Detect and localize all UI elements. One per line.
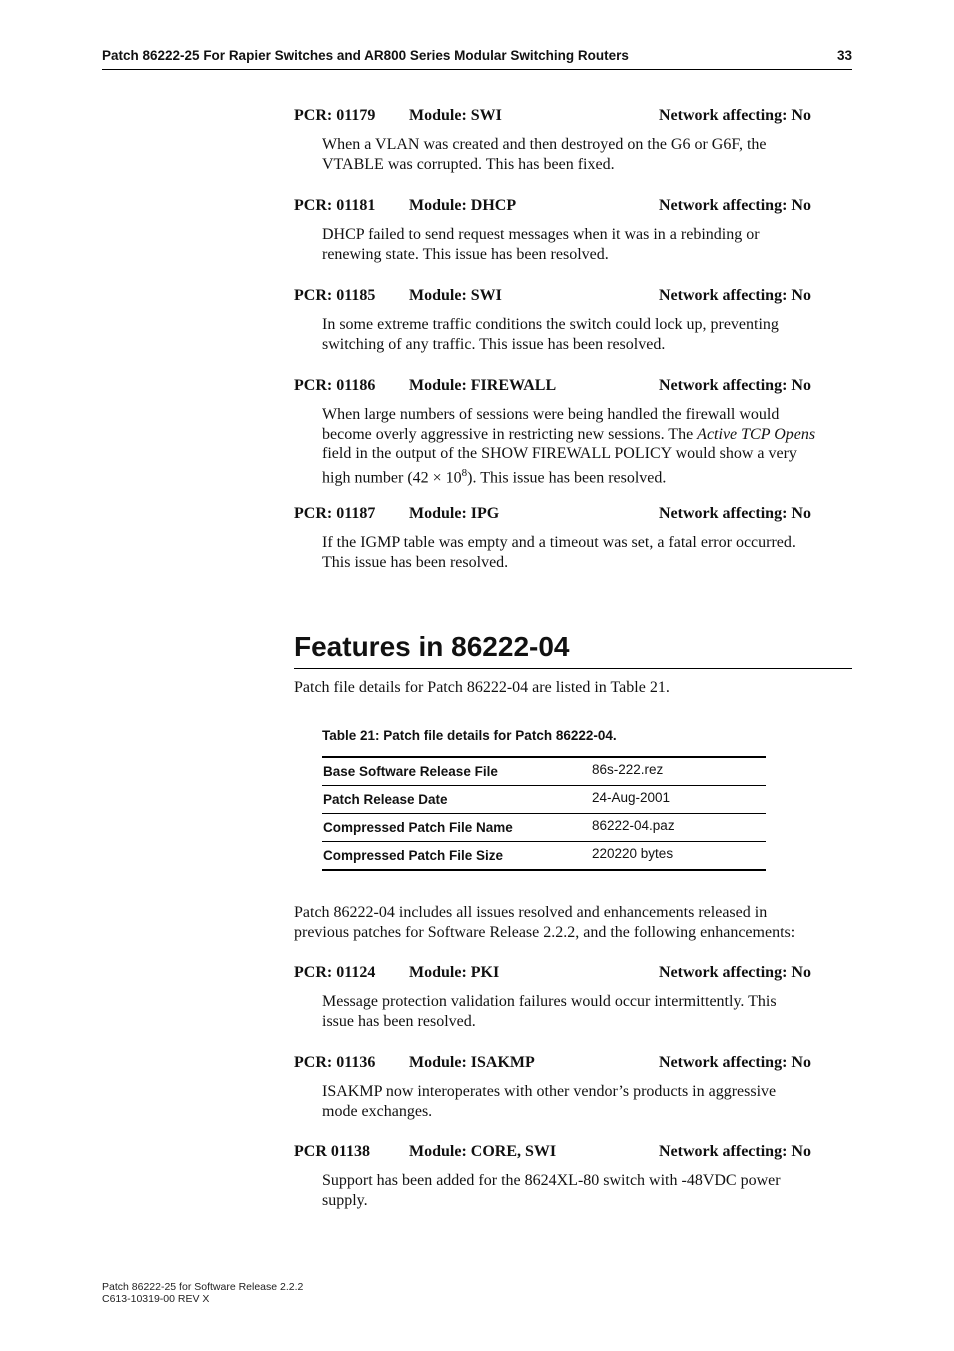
patch-details-table — [322, 756, 766, 871]
pcr-entry — [294, 505, 854, 572]
table-row — [322, 814, 766, 842]
pcr-heading — [294, 107, 854, 129]
field-name-italic: Active TCP Opens — [697, 425, 816, 443]
pcr-description — [322, 315, 857, 354]
pcr-module: Module: SWI — [409, 287, 502, 304]
pcr-heading — [294, 1054, 854, 1076]
pcr-number: PCR: 01124 — [294, 964, 376, 981]
pcr-description — [322, 225, 857, 264]
description-line: Message protection validation failures would occur intermittently. This — [322, 993, 777, 1010]
pcr-network-affecting: Network affecting: No — [659, 1143, 811, 1160]
description-line: VTABLE was corrupted. This has been fixed. — [322, 155, 615, 173]
pcr-heading — [294, 505, 854, 527]
pcr-network-affecting: Network affecting: No — [659, 287, 811, 304]
description-line: In some extreme traffic conditions the switch could lock up, preventing — [322, 316, 779, 333]
summary-line: previous patches for Software Release 2.2.2, and the following enhancements: — [294, 923, 796, 941]
page-header — [102, 48, 852, 70]
enhancements-summary — [294, 903, 854, 942]
pcr-heading — [294, 287, 854, 309]
pcr-module: Module: IPG — [409, 505, 500, 522]
pcr-network-affecting: Network affecting: No — [659, 1054, 811, 1071]
pcr-description — [322, 405, 857, 487]
pcr-network-affecting: Network affecting: No — [659, 377, 811, 394]
row-value: 24-Aug-2001 — [592, 790, 671, 805]
pcr-module: Module: SWI — [409, 107, 502, 124]
pcr-entry — [294, 1143, 854, 1210]
section-title: Features in 86222-04 — [294, 629, 852, 669]
pcr-description — [322, 1082, 857, 1121]
description-line: ISAKMP now interoperates with other vendor’s products in aggressive — [322, 1083, 777, 1100]
page-footer — [102, 1281, 303, 1305]
description-line: renewing state. This issue has been resolved. — [322, 245, 609, 263]
description-line: switching of any traffic. This issue has been resolved. — [322, 335, 666, 353]
row-label: Patch Release Date — [323, 792, 448, 807]
pcr-entry — [294, 287, 854, 354]
pcr-heading — [294, 1143, 854, 1165]
pcr-heading — [294, 197, 854, 219]
pcr-number: PCR: 01185 — [294, 287, 376, 304]
description-line: supply. — [322, 1191, 368, 1209]
footer-release: Patch 86222-25 for Software Release 2.2.2 — [102, 1281, 304, 1293]
pcr-module: Module: FIREWALL — [409, 377, 557, 394]
row-value: 220220 bytes — [592, 846, 674, 861]
pcr-entry — [294, 107, 854, 174]
pcr-number: PCR: 01186 — [294, 377, 376, 394]
pcr-number: PCR: 01181 — [294, 197, 376, 214]
page-number: 33 — [836, 48, 852, 63]
summary-line: Patch 86222-04 includes all issues resolved and enhancements released in — [294, 904, 768, 921]
section-intro: Patch file details for Patch 86222-04 are listed in Table 21. — [294, 679, 670, 696]
description-text: high number (42 × 10 — [322, 468, 462, 486]
pcr-number: PCR: 01179 — [294, 107, 376, 124]
exponent: 8 — [461, 466, 468, 479]
description-line: Support has been added for the 8624XL-80 switch with -48VDC power — [322, 1172, 781, 1189]
description-line: If the IGMP table was empty and a timeout was set, a fatal error occurred. — [322, 534, 796, 551]
pcr-number: PCR: 01187 — [294, 505, 376, 522]
pcr-entry — [294, 1054, 854, 1121]
row-label: Compressed Patch File Size — [323, 848, 504, 863]
row-value: 86s-222.rez — [592, 762, 664, 777]
pcr-description — [322, 533, 857, 572]
description-line: field in the output of the SHOW FIREWALL POLICY would show a very — [322, 445, 797, 462]
pcr-module: Module: ISAKMP — [409, 1054, 535, 1071]
table-row — [322, 786, 766, 814]
description-line: This issue has been resolved. — [322, 553, 509, 571]
pcr-number: PCR 01138 — [294, 1143, 370, 1160]
pcr-heading — [294, 377, 854, 399]
pcr-network-affecting: Network affecting: No — [659, 505, 811, 522]
pcr-description — [322, 135, 857, 174]
description-line: DHCP failed to send request messages when it was in a rebinding or — [322, 226, 760, 243]
description-line — [322, 464, 857, 488]
pcr-network-affecting: Network affecting: No — [659, 107, 811, 124]
description-line: issue has been resolved. — [322, 1012, 476, 1030]
pcr-module: Module: PKI — [409, 964, 500, 981]
description-line: mode exchanges. — [322, 1102, 433, 1120]
pcr-entry — [294, 964, 854, 1031]
table-caption: Table 21: Patch file details for Patch 86222-04. — [322, 728, 617, 743]
pcr-entry — [294, 377, 854, 487]
pcr-number: PCR: 01136 — [294, 1054, 376, 1071]
description-line — [322, 425, 857, 445]
pcr-module: Module: CORE, SWI — [409, 1143, 557, 1160]
pcr-description — [322, 992, 857, 1031]
header-title: Patch 86222-25 For Rapier Switches and AR800 Series Modular Switching Routers — [102, 48, 629, 63]
description-text: ). This issue has been resolved. — [467, 468, 667, 486]
description-text: become overly aggressive in restricting new sessions. The — [322, 425, 698, 443]
row-value: 86222-04.paz — [592, 818, 675, 833]
table-row — [322, 758, 766, 786]
pcr-description — [322, 1171, 857, 1210]
pcr-network-affecting: Network affecting: No — [659, 197, 811, 214]
description-line: When a VLAN was created and then destroyed on the G6 or G6F, the — [322, 136, 767, 153]
pcr-entry — [294, 197, 854, 264]
description-line: When large numbers of sessions were being handled the firewall would — [322, 406, 780, 423]
row-label: Base Software Release File — [323, 764, 498, 779]
pcr-heading — [294, 964, 854, 986]
pcr-network-affecting: Network affecting: No — [659, 964, 811, 981]
row-label: Compressed Patch File Name — [323, 820, 513, 835]
footer-doc-id: C613-10319-00 REV X — [102, 1293, 210, 1305]
pcr-module: Module: DHCP — [409, 197, 517, 214]
table-row — [322, 842, 766, 869]
